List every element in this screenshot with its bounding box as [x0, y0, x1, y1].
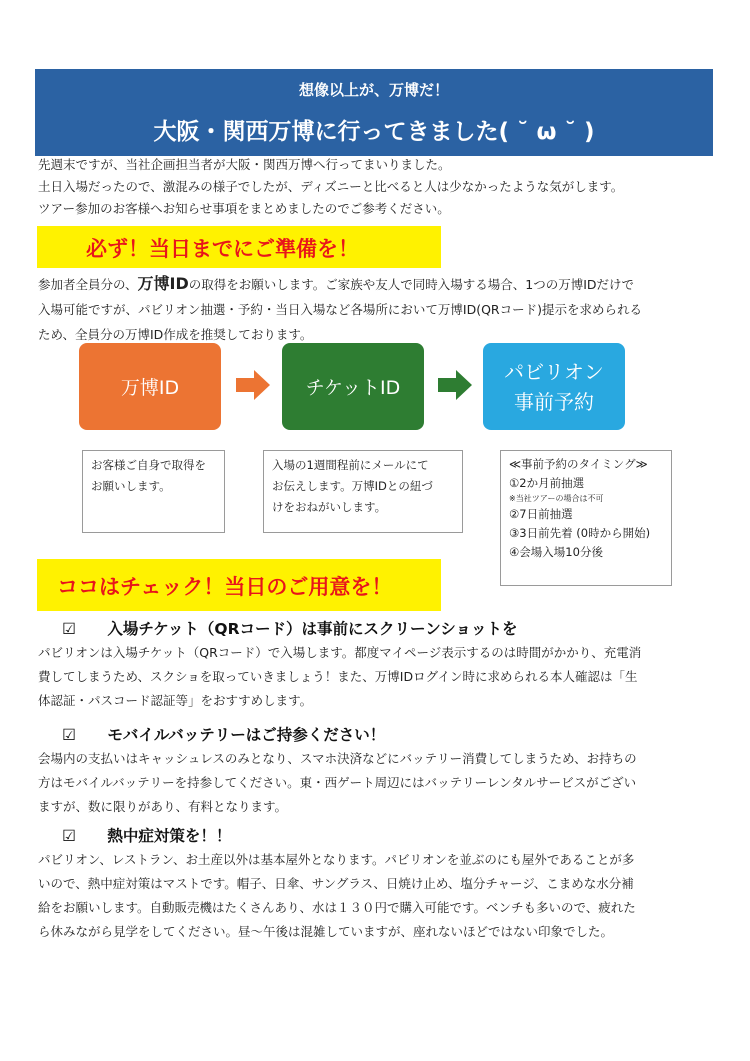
checklist-item-title: [62, 617, 518, 639]
flow-step-label: 万博ID: [120, 377, 180, 399]
intro-line: 土日入場だったので、激混みの様子でしたが、ディズニーと比べると人は少なかったような気がします。: [38, 179, 624, 194]
note-line: お願いします。: [91, 479, 171, 493]
body-line: 体認証・パスコード認証等」をおすすめします。: [38, 693, 313, 708]
note-line: お伝えします。万博IDとの紐づ: [272, 479, 433, 493]
intro-paragraph: [38, 154, 623, 220]
note-item: ④会場入場10分後: [509, 545, 603, 559]
checklist-item-title: [62, 723, 385, 745]
body-line: 費してしまうため、スクショを取っていきましょう！また、万博IDログイン時に求められる本人確認は「生: [38, 669, 638, 684]
para-line: ため、全員分の万博ID作成を推奨しております。: [38, 327, 313, 342]
body-line: 方はモバイルバッテリーを持参してください。東・西ゲート周辺にはバッテリーレンタルサービスがござい: [38, 775, 637, 790]
body-line: 会場内の支払いはキャッシュレスのみとなり、スマホ決済などにバッテリー消費してしまうため、お持ちの: [38, 751, 637, 766]
checklist-item-body: [38, 848, 636, 944]
note-title: ≪事前予約のタイミング≫: [509, 457, 648, 471]
para-line: 入場可能ですが、パビリオン抽選・予約・当日入場など各場所において万博ID(QRコード)提示を求められる: [38, 302, 642, 317]
intro-line: ツアー参加のお客様へお知らせ事項をまとめましたのでご参考ください。: [38, 201, 450, 216]
checkbox-checked-icon: ☑: [62, 827, 76, 845]
note-line: けをおねがいします。: [272, 500, 387, 514]
note-item: ③3日前先着 (0時から開始): [509, 526, 651, 540]
arrow-right-icon: [236, 370, 270, 400]
section-heading-checklist: [37, 559, 441, 611]
note-reservation-timing: [500, 450, 672, 586]
arrow-right-icon: [438, 370, 472, 400]
section-heading-preparation: [37, 226, 441, 268]
section-heading-text: ココはチェック！当日のご用意を！: [57, 575, 393, 599]
checklist-title-text: 入場チケット（QRコード）は事前にスクリーンショットを: [107, 620, 518, 638]
body-line: ますが、数に限りがあり、有料となります。: [38, 799, 288, 814]
checklist-title-text: 熱中症対策を！！: [107, 827, 232, 845]
body-line: いので、熱中症対策はマストです。帽子、日傘、サングラス、日焼け止め、塩分チャージ、こまめな水分補: [38, 876, 634, 891]
flow-step-expo-id: [79, 343, 221, 430]
para-line: [38, 271, 642, 297]
flow-step-label: チケットID: [305, 377, 401, 399]
flow-step-ticket-id: [282, 343, 424, 430]
body-line: 給をお願いします。自動販売機はたくさんあり、水は１３０円で購入可能です。ベンチも多いので、疲れた: [38, 900, 636, 915]
note-item: ①2か月前抽選: [509, 476, 585, 490]
checklist-item-body: [38, 641, 641, 713]
id-emphasis: 万博ID: [137, 274, 189, 293]
banner-subtitle: 想像以上が、万博だ！: [298, 81, 449, 99]
banner-title: 大阪・関西万博に行ってきました( ˘ ω ˘ ): [153, 119, 595, 145]
note-small: ※当社ツアーの場合は不可: [509, 494, 604, 503]
note-item: ②7日前抽選: [509, 507, 573, 521]
note-expo-id: [82, 450, 225, 533]
note-line: お客様ご自身で取得を: [91, 458, 206, 472]
header-banner: [35, 69, 713, 156]
flow-step-pavilion-reservation: [483, 343, 625, 430]
section-heading-text: 必ず！当日までにご準備を！: [86, 237, 359, 261]
checklist-item-body: [38, 747, 637, 819]
para-text: の取得をお願いします。ご家族や友人で同時入場する場合、1つの万博IDだけで: [188, 277, 635, 292]
body-line: パビリオンは入場チケット（QRコード）で入場します。都度マイページ表示するのは時間がかかり、充電消: [38, 645, 642, 660]
intro-line: 先週末ですが、当社企画担当者が大阪・関西万博へ行ってまいりました。: [38, 157, 451, 172]
checkbox-checked-icon: ☑: [62, 726, 76, 744]
flow-step-label: パビリオン: [504, 359, 604, 384]
para-text: 参加者全員分の、: [38, 277, 138, 292]
checklist-title-text: モバイルバッテリーはご持参ください！: [107, 726, 386, 744]
note-ticket-id: [263, 450, 463, 533]
preparation-paragraph: [38, 271, 642, 347]
flow-step-label: 事前予約: [514, 389, 594, 414]
body-line: パビリオン、レストラン、お土産以外は基本屋外となります。パビリオンを並ぶのにも屋外であることが多: [38, 852, 635, 867]
note-line: 入場の1週間程前にメールにて: [272, 458, 429, 472]
checklist-item-title: [62, 824, 231, 846]
checkbox-checked-icon: ☑: [62, 620, 76, 638]
body-line: ら休みながら見学をしてください。昼～午後は混雑していますが、座れないほどではない印象でした。: [38, 924, 614, 939]
